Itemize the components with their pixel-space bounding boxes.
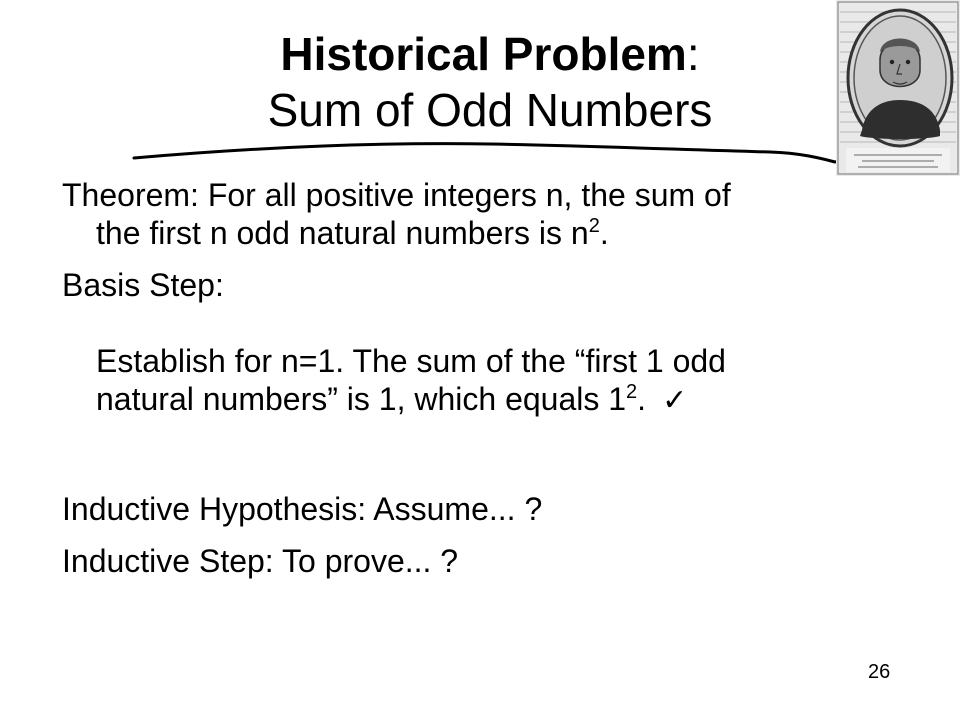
theorem-exponent: 2 [588, 215, 600, 237]
theorem-line-1: Theorem: For all positive integers n, the sum of [62, 177, 731, 213]
slide-title [140, 28, 840, 136]
basis-step-paragraph [62, 342, 902, 420]
title-line-1 [140, 28, 840, 80]
theorem-line-2: the first n odd natural numbers is n [96, 215, 589, 251]
title-colon: : [686, 28, 700, 80]
inductive-step: Inductive Step: To prove... ? [62, 543, 459, 579]
theorem-period: . [599, 215, 609, 251]
title-subtitle: Sum of Odd Numbers [267, 84, 713, 136]
basis-step-label: Basis Step: [62, 267, 224, 303]
basis-line-1: Establish for n=1. The sum of the “first 1 odd [96, 343, 726, 379]
title-bold: Historical Problem [280, 28, 687, 80]
title-underline-stroke [130, 138, 850, 172]
basis-line-2: natural numbers” is 1, which equals 1 [96, 381, 627, 417]
slide-body [62, 176, 902, 580]
basis-period: . [637, 381, 647, 417]
engraved-portrait-icon [836, 0, 960, 176]
basis-exponent: 2 [626, 381, 638, 403]
slide-number: 26 [868, 661, 891, 683]
theorem-paragraph [62, 176, 902, 252]
inductive-hypothesis: Inductive Hypothesis: Assume... ? [62, 491, 543, 527]
checkmark-icon: ✓ [662, 383, 688, 418]
